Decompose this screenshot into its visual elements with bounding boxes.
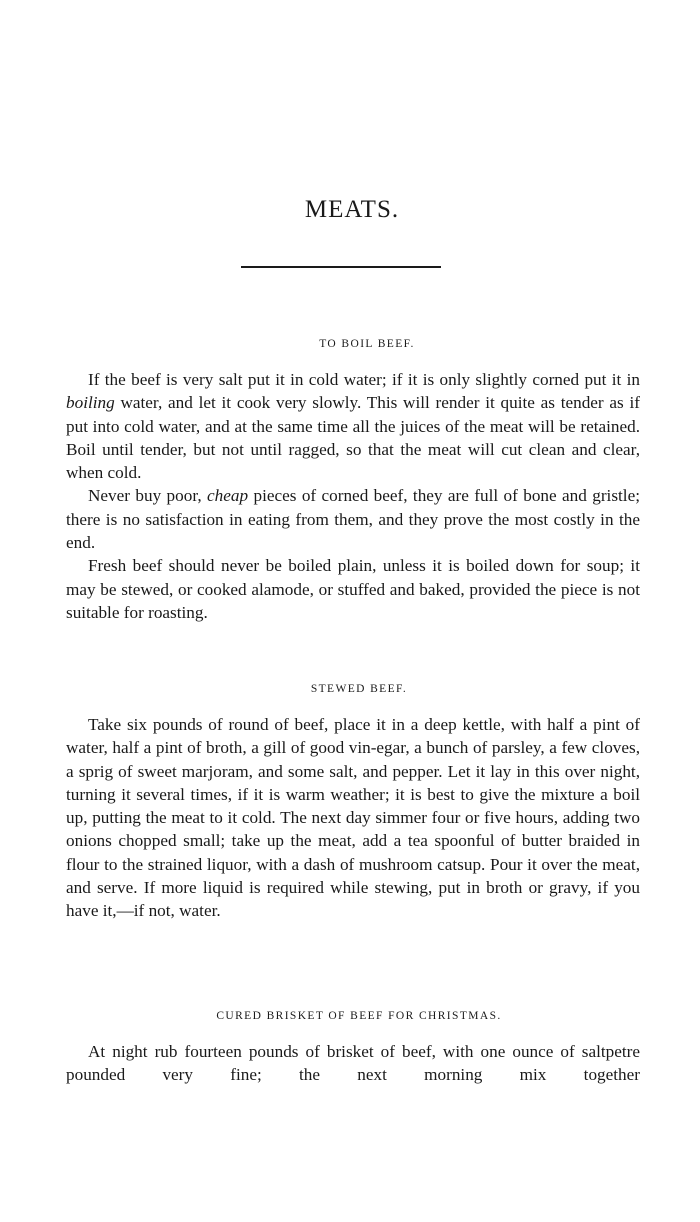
title-divider-rule <box>241 266 441 268</box>
paragraph-text: water, and let it cook very slowly. This will render it quite as tender as if put into cold water, and at the same time all the juices of the meat will be retained. Boil until tender, but not until ragged, so that the meat will cut clean and clear, when cold. <box>66 393 640 483</box>
section-heading-stewed-beef: STEWED BEEF. <box>310 683 408 695</box>
section-body-to-boil-beef <box>66 368 640 624</box>
section-body-stewed-beef <box>66 713 640 923</box>
emphasized-word: boiling <box>66 393 115 413</box>
section-body-cured-brisket <box>66 1040 640 1087</box>
emphasized-word: cheap <box>207 486 249 506</box>
paragraph-text: At night rub fourteen pounds of brisket of beef, with one ounce of saltpetre pounded very fine; the next morning mix together <box>66 1042 640 1085</box>
section-heading-cured-brisket: CURED BRISKET OF BEEF FOR CHRISTMAS. <box>216 1010 502 1022</box>
chapter-title: MEATS. <box>304 196 400 223</box>
paragraph <box>66 484 640 554</box>
paragraph-text: If the beef is very salt put it in cold water; if it is only slightly corned put it in <box>88 370 640 389</box>
section-heading-to-boil-beef: TO BOIL BEEF. <box>319 338 415 350</box>
paragraph-text: Fresh beef should never be boiled plain, unless it is boiled down for soup; it may be stewed, or cooked alamode, or stuffed and baked, provided the piece is not suitable for roasting. <box>66 556 640 622</box>
paragraph <box>66 368 640 484</box>
paragraph-text: Take six pounds of round of beef, place it in a deep kettle, with half a pint of water, half a pint of broth, a gill of good vin-egar, a bunch of parsley, a few cloves, a sprig of sweet marjoram, and some salt, and pepper. Let it lay in this over night, turning it several times, if it is warm weather; it is best to give the mixture a boil up, putting the meat to it cold. The next day simmer four or five hours, adding two onions chopped small; take up the meat, add a tea spoonful of butter braided in flour to the strained liquor, with a dash of mushroom catsup. Pour it over the meat, and serve. If more liquid is required while stewing, put in broth or gravy, if you have it,—if not, water. <box>66 715 640 921</box>
paragraph <box>66 713 640 923</box>
paragraph-text: pieces of corned beef, they are full of bone and gristle; there is no satisfaction in eating from them, and they prove the most costly in the end. <box>66 486 640 553</box>
paragraph <box>66 1040 640 1087</box>
paragraph-text: Never buy poor, <box>88 486 208 506</box>
paragraph <box>66 554 640 624</box>
